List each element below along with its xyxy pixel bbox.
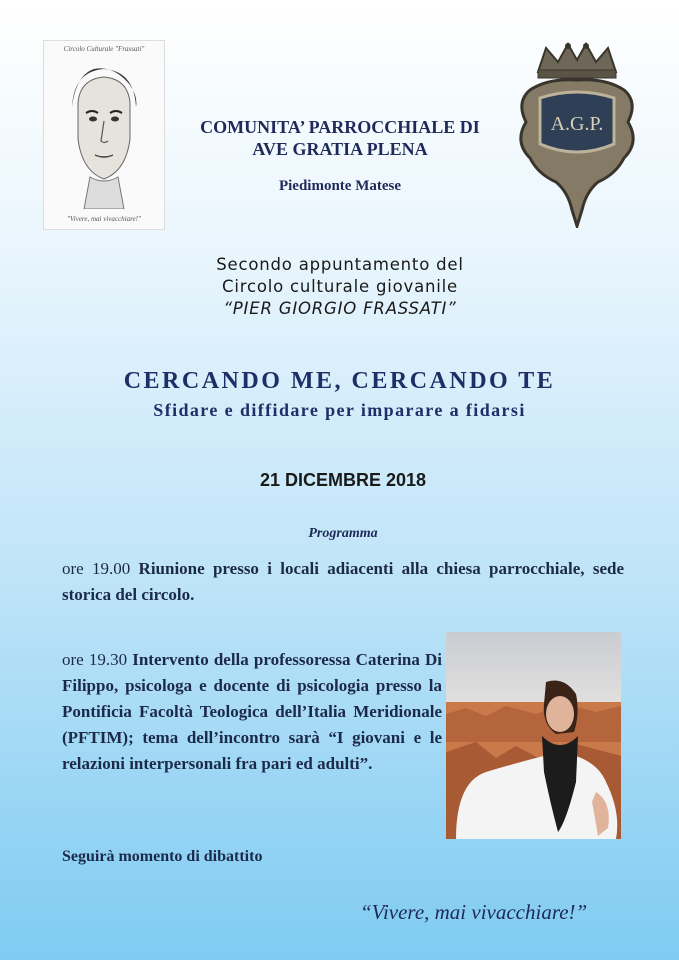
svg-text:A.G.P.: A.G.P.: [550, 113, 604, 135]
portrait-caption-top: Circolo Culturale "Frassati": [63, 45, 145, 53]
program-item-2: [62, 647, 442, 777]
closing-note: Seguirà momento di dibattito: [62, 848, 263, 865]
parish-name-line1: COMUNITA’ PARROCCHIALE DI: [200, 117, 480, 137]
portrait-drawing: [54, 59, 154, 209]
event-title: CERCANDO ME, CERCANDO TE: [123, 368, 556, 394]
motto-quote: “Vivere, mai vivacchiare!”: [360, 900, 588, 924]
event-date: 21 DICEMBRE 2018: [259, 470, 427, 490]
speaker-photo: [446, 632, 621, 839]
program-item-2-time: ore 19.30: [62, 650, 128, 669]
program-item-1: [62, 556, 624, 608]
intro-line3: “PIER GIORGIO FRASSATI”: [223, 299, 457, 318]
program-item-1-time: ore 19.00: [62, 559, 131, 578]
city-name: Piedimonte Matese: [278, 178, 402, 194]
parish-name: [170, 116, 510, 160]
portrait-caption-bottom: "Vivere, mai vivacchiare!": [67, 215, 141, 223]
event-subtitle: Sfidare e diffidare per imparare a fidarsi: [153, 400, 526, 420]
agp-crest-emblem: [516, 42, 638, 233]
program-item-1-text: Riunione presso i locali adiacenti alla chiesa parrocchiale, sede storica del circolo.: [62, 559, 624, 604]
parish-name-line2: AVE GRATIA PLENA: [252, 139, 428, 159]
program-label: Programma: [308, 526, 378, 541]
intro-block: [100, 254, 580, 320]
intro-line2: Circolo culturale giovanile: [222, 277, 458, 296]
intro-line1: Secondo appuntamento del: [216, 255, 464, 274]
frassati-portrait: [43, 40, 165, 230]
program-item-2-text: Intervento della professoressa Caterina Di Filippo, psicologa e docente di psicologia presso la Pontificia Facoltà Teologica dell’Italia Meridionale (PFTIM); tema dell’incontro sarà “I giovani e le relazioni interpersonali fra pari ed adulti”.: [62, 650, 442, 773]
